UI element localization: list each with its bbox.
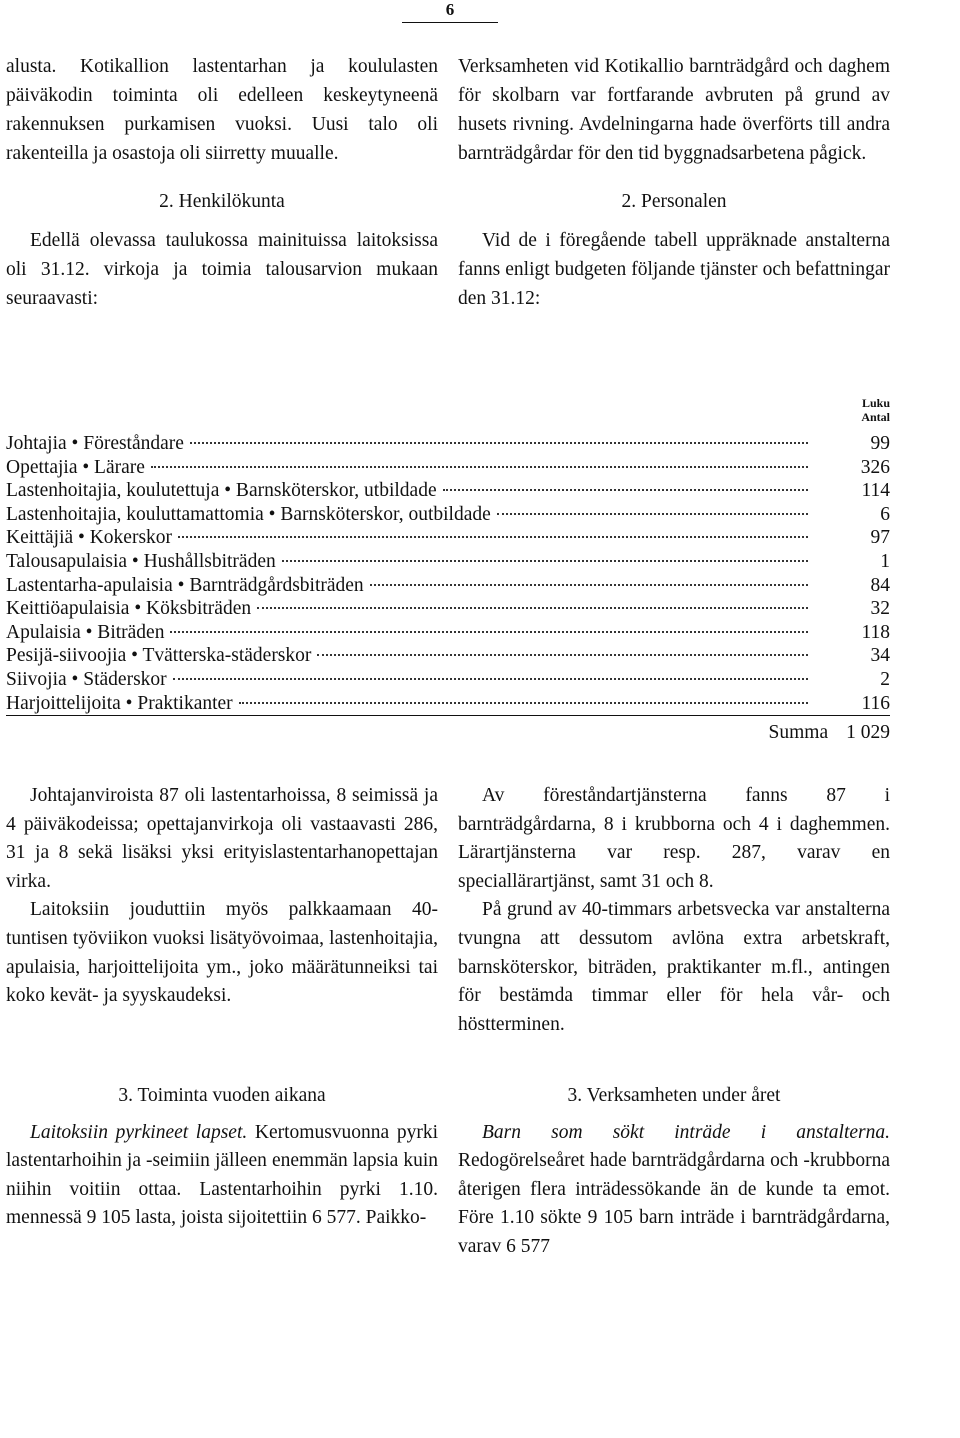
row-label: Pesijä-siivoojia • Tvätterska-städerskor: [6, 645, 312, 667]
column-header-fi: Luku: [861, 396, 890, 410]
dot-leader: [151, 466, 808, 468]
left-section3-paragraph: [6, 1119, 438, 1233]
right-section3-heading: 3. Verksamheten under året: [567, 1085, 781, 1106]
row-label: Keittiöapulaisia • Köksbiträden: [6, 598, 252, 620]
row-value: 1: [880, 550, 890, 572]
column-header-sv: Antal: [861, 410, 890, 424]
dot-leader: [497, 513, 808, 515]
table-row: [6, 456, 890, 480]
table-row: [6, 574, 890, 598]
dot-leader: [370, 584, 808, 586]
left-section3-italic-lead: Laitoksiin pyrkineet lapset.: [30, 1121, 248, 1143]
right-section3-paragraph: [458, 1119, 890, 1262]
right-intro-paragraph: Verksamheten vid Kotikallio barnträdgård och daghem för skolbarn var fortfarande avbruten på grund av husets rivning. Avdelningarna hade överförts till andra barnträdgårdar för den tid byggnadsarbetena pågick.: [458, 56, 890, 164]
row-label: Talousapulaisia • Hushållsbiträden: [6, 550, 276, 572]
left-section2-paragraph: Edellä olevassa taulukossa mainituissa laitoksissa oli 31.12. virkoja ja toimia talousarvion mukaan seuraavasti:: [6, 230, 438, 309]
row-label: Harjoittelijoita • Praktikanter: [6, 692, 233, 714]
row-value: 84: [870, 574, 890, 596]
right-after-table-paragraph-1: Av föreståndartjänsterna fanns 87 i barnträdgårdarna, 8 i krubborna och 4 i daghemmen. Lärartjänsterna var resp. 287, varav en speciallärartjänst, samt 31 och 8.: [458, 785, 890, 892]
left-section3-text: Kertomusvuonna pyrki lastentarhoihin ja -seimiin jälleen enemmän lapsia kuin niihin voitiin ottaa. Lastentarhoihin pyrki 1.10. mennessä 9 105 lasta, joista sijoitettiin 6 577. Paikko-: [6, 1121, 438, 1229]
right-section3-text: Redogörelseåret hade barnträdgårdarna och -krubborna återigen flera inträdessökande än de kunde ta emot. Före 1.10 sökte 9 105 barn inträde i barnträdgårdarna, varav 6 577: [458, 1150, 890, 1257]
left-section3-heading: 3. Toiminta vuoden aikana: [118, 1085, 326, 1106]
table-column-header: [861, 396, 890, 424]
total-label: Summa: [768, 722, 829, 744]
dot-leader: [178, 536, 808, 538]
left-section3: [6, 1082, 438, 1233]
right-section3: [458, 1082, 890, 1262]
staff-table: [6, 432, 890, 750]
left-upper-column: [6, 52, 438, 313]
dot-leader: [282, 560, 808, 562]
right-upper-column: [458, 52, 890, 313]
table-row: [6, 668, 890, 692]
row-label: Siivojia • Städerskor: [6, 668, 167, 690]
dot-leader: [239, 702, 808, 704]
total-row: [6, 716, 890, 750]
row-label: Johtajia • Föreståndare: [6, 433, 184, 454]
right-section2-paragraph: Vid de i föregående tabell uppräknade anstalterna fanns enligt budgeten följande tjänster och befattningar den 31.12:: [458, 230, 890, 309]
table-row: [6, 432, 890, 456]
row-value: 114: [861, 480, 890, 502]
right-after-table-paragraph-2: På grund av 40-timmars arbetsvecka var anstalterna tvungna att dessutom avlöna extra arbetskraft, barnsköterskor, biträden, praktikanter m.fl., antingen för bestämda timmar eller för hela vår- och höstterminen.: [458, 899, 890, 1035]
dot-leader: [317, 654, 808, 656]
page-number: 6: [402, 0, 498, 23]
table-row: [6, 479, 890, 503]
left-after-table-paragraph-2: Laitoksiin jouduttiin myös palkkaamaan 40- tuntisen työviikon vuoksi lisätyövoimaa, lastenhoitajia, apulaisia, harjoittelijoita ym., joko määrätunneiksi tai koko kevät- ja syyskaudeksi.: [6, 899, 438, 1007]
dot-leader: [190, 442, 808, 444]
table-row: [6, 621, 890, 645]
row-label: Apulaisia • Biträden: [6, 621, 165, 643]
row-value: 326: [860, 456, 890, 478]
right-section3-italic-lead: Barn som sökt inträde i anstalterna.: [482, 1121, 890, 1143]
table-row: [6, 526, 890, 550]
row-label: Lastenhoitajia, kouluttamattomia • Barnsköterskor, outbildade: [6, 503, 491, 525]
row-label: Lastentarha-apulaisia • Barnträdgårdsbiträden: [6, 574, 364, 596]
table-row: [6, 644, 890, 668]
table-row: [6, 692, 890, 717]
dot-leader: [257, 607, 808, 609]
row-value: 34: [870, 645, 890, 667]
row-value: 2: [880, 668, 890, 690]
row-label: Opettajia • Lärare: [6, 456, 145, 478]
row-value: 97: [870, 527, 890, 549]
row-value: 116: [861, 692, 890, 714]
right-section2-heading: 2. Personalen: [621, 191, 727, 212]
left-intro-paragraph: alusta. Kotikallion lastentarhan ja koululasten päiväkodin toiminta oli edelleen keskeytyneenä rakennuksen purkamisen vuoksi. Uusi talo oli rakenteilla ja osastoja oli siirretty muualle.: [6, 56, 438, 164]
left-lower-column: [6, 782, 438, 1011]
table-row: [6, 597, 890, 621]
dot-leader: [173, 678, 808, 680]
table-row: [6, 550, 890, 574]
row-value: 32: [870, 598, 890, 620]
table-row: [6, 503, 890, 527]
row-value: 99: [870, 433, 890, 454]
left-after-table-paragraph-1: Johtajanviroista 87 oli lastentarhoissa, 8 seimissä ja 4 päiväkodeissa; opettajanvirkoja oli vastaavasti 286, 31 ja 8 sekä lisäksi yksi erityislastentarhanopettajan virka.: [6, 785, 438, 892]
dot-leader: [443, 489, 808, 491]
left-section2-heading: 2. Henkilökunta: [159, 191, 285, 212]
row-value: 118: [861, 621, 890, 643]
dot-leader: [170, 631, 808, 633]
row-value: 6: [880, 503, 890, 525]
row-label: Keittäjiä • Kokerskor: [6, 527, 173, 549]
right-lower-column: [458, 782, 890, 1039]
row-label: Lastenhoitajia, koulutettuja • Barnsköterskor, utbildade: [6, 480, 437, 502]
total-value: 1 029: [846, 722, 890, 744]
